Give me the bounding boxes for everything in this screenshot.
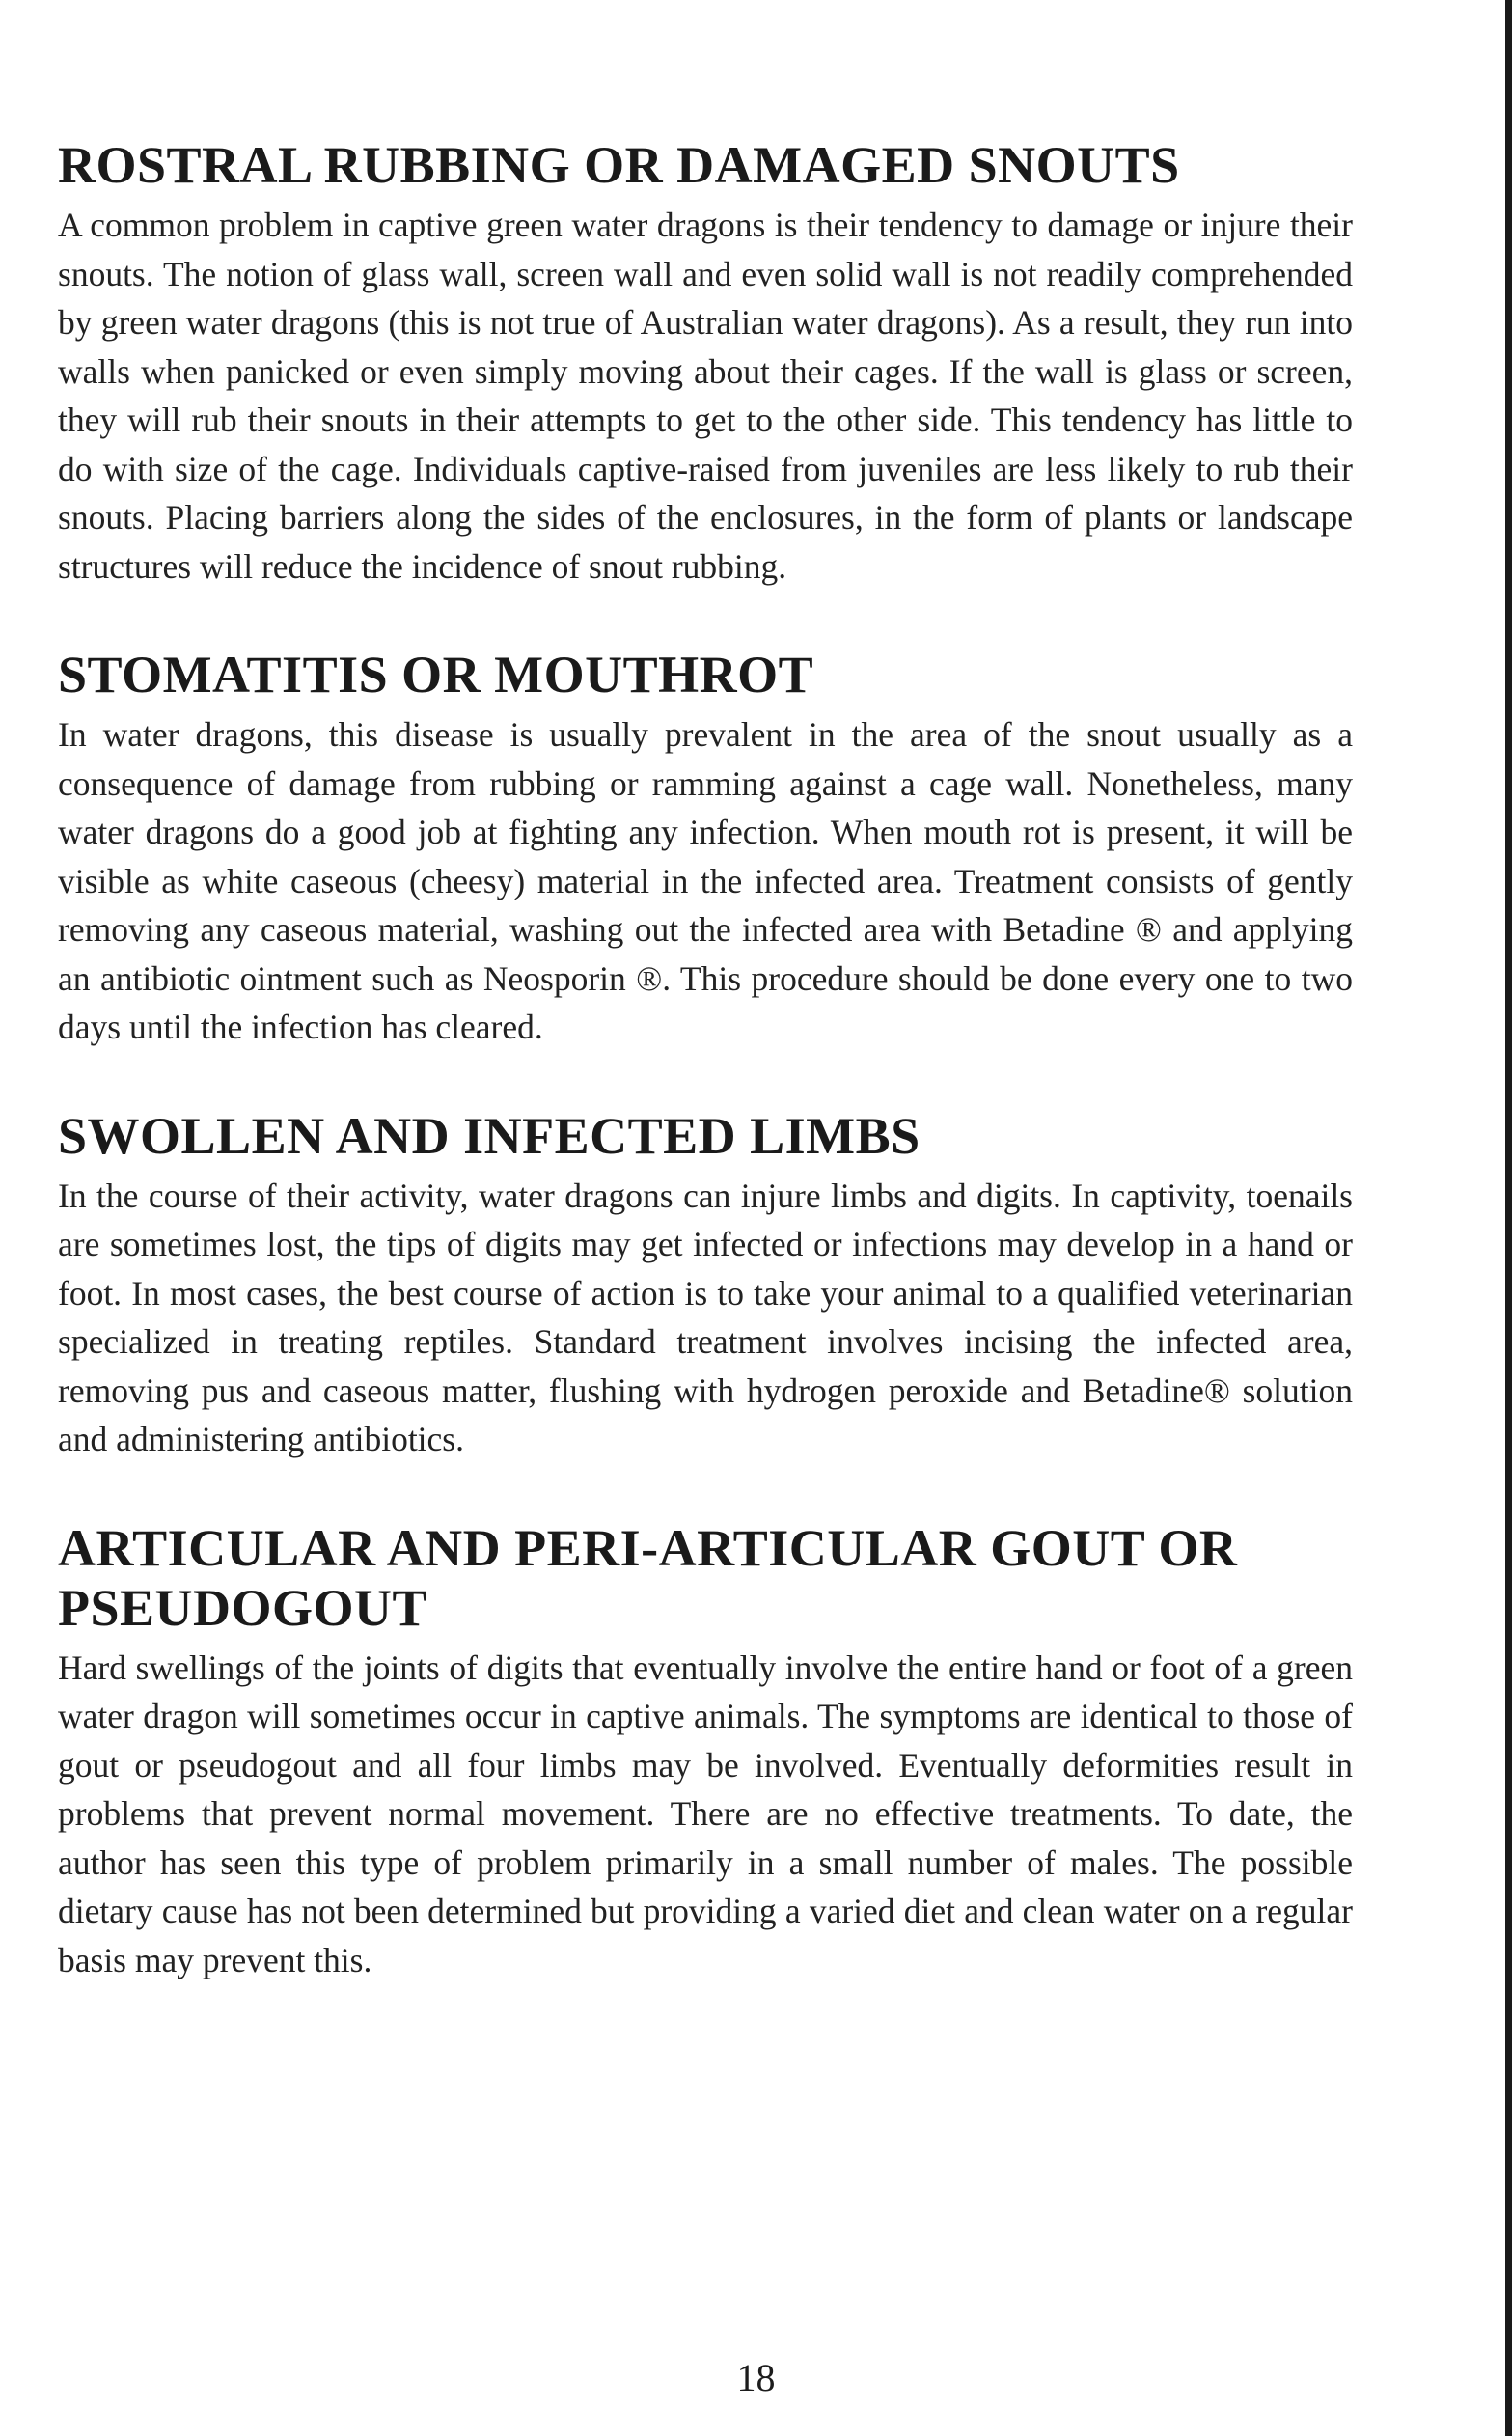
page-content bbox=[58, 135, 1353, 2038]
section-heading: STOMATITIS OR MOUTHROT bbox=[58, 646, 814, 704]
page-number: 18 bbox=[736, 2356, 776, 2399]
section-heading: ARTICULAR AND PERI-ARTICULAR GOUT OR PSEUDOGOUT bbox=[58, 1518, 1238, 1637]
section-gout bbox=[58, 1518, 1353, 1985]
section-heading: ROSTRAL RUBBING OR DAMAGED SNOUTS bbox=[58, 136, 1180, 194]
section-body: In the course of their activity, water dragons can injure limbs and digits. In captivity, toenails are sometimes lost, the tips of digits may get infected or infections may develop in a hand or foot. In most cases, the best course of action is to take your animal to a qualified veterinarian specialized in treating reptiles. Standard treatment involves incising the infected area, removing pus and caseous matter, flushing with hydrogen peroxide and Betadine® solution and administering antibiotics. bbox=[58, 1176, 1353, 1458]
section-heading: SWOLLEN AND INFECTED LIMBS bbox=[58, 1106, 921, 1165]
section-body: Hard swellings of the joints of digits that eventually involve the entire hand or foot of a green water dragon will sometimes occur in captive animals. The symptoms are identical to those of gout or pseudogout and all four limbs may be involved. Eventually deformities result in problems that prevent normal movement. There are no effective treatments. To date, the author has seen this type of problem primarily in a small number of males. The possible dietary cause has not been determined but providing a varied diet and clean water on a regular basis may prevent this. bbox=[58, 1647, 1353, 1979]
section-swollen-limbs bbox=[58, 1106, 1353, 1464]
page-edge-border bbox=[1505, 0, 1512, 2436]
section-body: A common problem in captive green water dragons is their tendency to damage or injure their snouts. The notion of glass wall, screen wall and even solid wall is not readily comprehended by green water dragons (this is not true of Australian water dragons). As a result, they run into walls when panicked or even simply moving about their cages. If the wall is glass or screen, they will rub their snouts in their attempts to get to the other side. This tendency has little to do with size of the cage. Individuals captive-raised from juveniles are less likely to rub their snouts. Placing barriers along the sides of the enclosures, in the form of plants or landscape structures will reduce the incidence of snout rubbing. bbox=[58, 206, 1353, 586]
section-rostral-rubbing bbox=[58, 135, 1353, 591]
section-stomatitis bbox=[58, 645, 1353, 1052]
section-body: In water dragons, this disease is usually prevalent in the area of the snout usually as a consequence of damage from rubbing or ramming against a cage wall. Nonetheless, many water dragons do a good job at fighting any infection. When mouth rot is present, it will be visible as white caseous (cheesy) material in the infected area. Treatment consists of gently removing any caseous material, washing out the infected area with Betadine ® and applying an antibiotic ointment such as Neosporin ®. This procedure should be done every one to two days until the infection has cleared. bbox=[58, 715, 1353, 1046]
